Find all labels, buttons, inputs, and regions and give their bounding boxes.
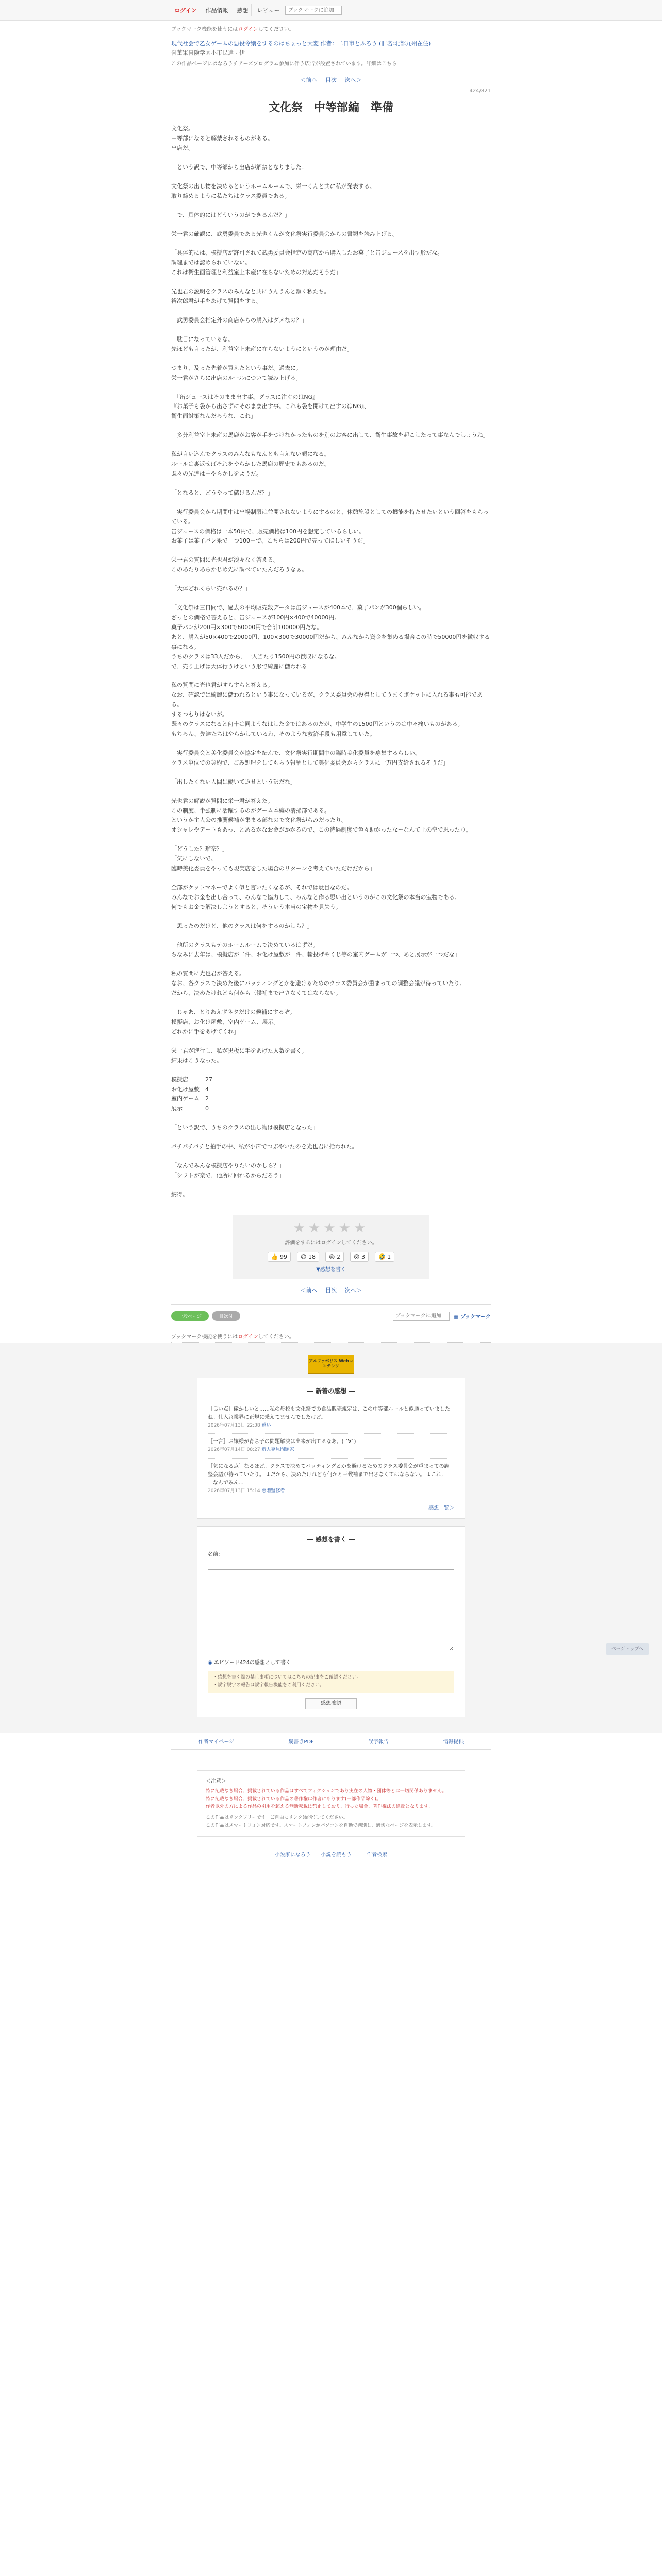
- index-link[interactable]: 目次: [325, 77, 337, 84]
- novel-paragraph: [171, 383, 491, 393]
- chapter-title: 文化祭 中等部編 準備: [268, 101, 393, 115]
- novel-paragraph: 「他所のクラスもテのホームルームで決めているはずだ。: [171, 941, 319, 948]
- novel-paragraph: どれかに手をあげてくれ」: [171, 1028, 239, 1035]
- novel-paragraph: [171, 307, 491, 316]
- review-date: 2026年07月13日 15:14: [208, 1488, 260, 1494]
- novel-paragraph: [171, 154, 491, 163]
- review-item: [208, 1401, 454, 1434]
- bookmark-input[interactable]: [393, 1312, 450, 1321]
- novel-paragraph: オシャレやデートもあっ、とあるかなお金がかかるので、この待遇制度で色々助かったなーなんて上の空で思ったり。: [171, 826, 472, 834]
- notes-title: ＜注意＞: [206, 1778, 226, 1784]
- note-gray-line: この作品はリンクフリーです。ご自由にリンク(紹介)してください。: [206, 1815, 348, 1821]
- pager-bottom: [171, 1286, 491, 1294]
- novel-paragraph: ちなみに去年は、模擬店が二件、お化け屋敷が一件、輪投げやくじ等の室内ゲームが一つ、あと展示が一つだな」: [171, 951, 460, 958]
- novel-paragraph: 栄一君の質問に光也君が淡々なく答える。: [171, 556, 279, 564]
- novel-paragraph: [171, 546, 491, 555]
- reaction-count: 18: [308, 1253, 316, 1260]
- reaction-icon: 😲: [353, 1253, 360, 1260]
- bottom-bar: [171, 1304, 491, 1328]
- novel-body: [171, 124, 491, 1200]
- bookmark-button[interactable]: [454, 1312, 491, 1320]
- novel-paragraph: 模擬店、お化け屋敷、室内ゲーム、展示。: [171, 1019, 279, 1025]
- novel-paragraph: [171, 1152, 491, 1161]
- novel-paragraph: 「『缶ジュースはそのまま出す事。グラスに注ぐのはNG』: [171, 393, 319, 400]
- notice-login-link[interactable]: ログイン: [238, 27, 258, 32]
- novel-paragraph: [171, 440, 491, 450]
- novel-paragraph: 室内ゲーム 2: [171, 1095, 209, 1103]
- novel-paragraph: で、売り上げは大体行うけという形で綺麗に儲われる」: [171, 663, 313, 670]
- reaction-count: 1: [387, 1253, 391, 1260]
- novel-paragraph: 「大体どれくらい売れるの？」: [171, 585, 251, 592]
- reaction-icon: 👍: [271, 1253, 278, 1260]
- novel-paragraph: 「実行委員会から期間中は出場制限は並開されないようにするのと、休憩施設としての機能を持たせたいという回答をもらっている。: [171, 508, 489, 525]
- notice-prefix: ブックマーク機能を使うには: [171, 1334, 238, 1340]
- reaction-button[interactable]: [325, 1252, 344, 1262]
- novel-paragraph: クラス単位での契約で、ごみ処理をしてもらう報酬として美化委員会からクラスに一万円支給されるそうだ」: [171, 759, 449, 766]
- warning-line: ・誤字脱字の報告は誤字報告機能をご利用ください。: [213, 1683, 325, 1688]
- review-text: ［一言］お嬢様が育ち子の問題解決は出来が出てるなあ。( ´∀`): [208, 1439, 356, 1445]
- series-info: [171, 35, 491, 69]
- rating-box: [233, 1215, 429, 1279]
- notice-login-link[interactable]: ログイン: [238, 1334, 258, 1340]
- novel-paragraph: 私が言い込んでクラスのみんなもなんとも言えない顔になる。: [171, 451, 330, 458]
- novel-paragraph: [171, 1181, 491, 1190]
- novel-paragraph: これは衛生面管理と利益室上未産に在らないための対応だそうだ」: [171, 269, 341, 276]
- novel-paragraph: 展示 0: [171, 1105, 209, 1112]
- bookmark-notice: [171, 21, 491, 35]
- top-bar: [0, 0, 662, 21]
- novel-paragraph: 「じゃあ、とりあえずネタだけの候補にするぞ。: [171, 1009, 295, 1016]
- note-line: 作者以外の方による作品の引用を超える無断転載は禁止しており、行った場合、著作権法の違反となります。: [206, 1804, 433, 1810]
- bookmark-search-input[interactable]: [285, 6, 342, 15]
- new-impressions-title: ― 新着の感想 ―: [307, 1387, 355, 1395]
- impression-textarea[interactable]: [208, 1574, 454, 1651]
- narou-link[interactable]: 小説家になろう: [274, 1852, 311, 1858]
- novel-paragraph: 栄一君がさらに出店のルールについて読み上げる。: [171, 374, 302, 381]
- new-impressions-card: [197, 1378, 465, 1519]
- novel-paragraph: [171, 998, 491, 1008]
- novel-paragraph: 取り締めるように私たちはクラス委員である。: [171, 192, 290, 199]
- novel-paragraph: あと、購入が50×400で20000円、100×300で30000円だから、みんなから資金を集める場合この時で50000円を徴収する事になる。: [171, 633, 490, 650]
- novel-paragraph: 既々のクラスになると何十は同ようなはした金ではあるのだが、中学生の1500円というのは中々痛いものがある。: [171, 721, 464, 728]
- author-search-link[interactable]: 作者検索: [367, 1852, 388, 1858]
- note-line: 特に記載なき場合、掲載されている作品はすべてフィクションであり実在の人物・団体等とは一切関係ありません。: [206, 1788, 447, 1794]
- novel-paragraph: お化け屋敷 4: [171, 1086, 209, 1093]
- novel-paragraph: ざっとの価格で答えると、缶ジュースが100円×400で40000円。: [171, 614, 340, 621]
- notice-suffix: してください。: [258, 27, 294, 32]
- novel-paragraph: 「武勇委員会指定外の商店からの購入はダメなの？」: [171, 316, 307, 324]
- novel-paragraph: [171, 221, 491, 230]
- novel-paragraph: [171, 835, 491, 844]
- reaction-icon: 😄: [301, 1253, 307, 1260]
- checkbox-icon: ◉: [208, 1659, 212, 1666]
- bookmark-label: ブックマーク: [460, 1314, 491, 1320]
- novel-paragraph: [171, 201, 491, 211]
- pager-top: [171, 76, 491, 84]
- novel-paragraph: 納得。: [171, 1191, 188, 1198]
- novel-paragraph: 何でもお金で解決しようとすると、そういう本当の宝物を見失う。: [171, 903, 341, 910]
- note-line: 特に記載なき場合、掲載されている作品の著作権は作者にあります(一部作品除く)。: [206, 1796, 382, 1802]
- novel-paragraph: 私の質問に光也君が答える。: [171, 970, 245, 977]
- novel-paragraph: [171, 421, 491, 431]
- novel-paragraph: 「文化祭は三日間で、過去の平均販売数データは缶ジュースが400本で、菓子パンが300個らしい。: [171, 604, 425, 612]
- index-link[interactable]: 目次: [325, 1286, 337, 1294]
- novel-paragraph: 先ほども言ったが、利益室上未産に在らないようにというのが理由だ」: [171, 345, 353, 352]
- novel-paragraph: 裕次郎君が手をあげて質問をする。: [171, 298, 262, 305]
- novel-paragraph: 「なんでみんな模擬店やりたいのかしら？」: [171, 1162, 285, 1170]
- novel-paragraph: [171, 1066, 491, 1075]
- reactions: [233, 1252, 429, 1262]
- novel-paragraph: なお、各クラスで決めた後にバッティングとかを避けるためのクラス委員会が重まっての調整会議が待っていたり。: [171, 980, 466, 987]
- novel-paragraph: [171, 1037, 491, 1046]
- review-author[interactable]: 悪階監修者: [261, 1488, 285, 1494]
- novel-paragraph: 「という訳で、中等部から出店が解禁となりました！」: [171, 163, 313, 171]
- novel-paragraph: 「出したくない人間は働いて返せという訳だな」: [171, 778, 296, 785]
- bookmark-notice-2: [171, 1328, 491, 1343]
- review-link[interactable]: レビュー: [254, 4, 283, 16]
- novel-paragraph: 「どうした？瑠奈？」: [171, 845, 228, 853]
- novel-paragraph: もちろん、先達たちはやらかしているわ、そのような救済手段も用意していた。: [171, 730, 376, 737]
- novel-paragraph: パチパチパチと拍手の中、私が小声でつぶやいたのを光也君に拾われた。: [171, 1143, 358, 1150]
- work-info-link[interactable]: 作品情報: [202, 4, 231, 16]
- novel-paragraph: 出店だ。: [171, 145, 194, 151]
- note-gray: [206, 1814, 456, 1830]
- novel-paragraph: 衛生面対策なんだろうな、これ」: [171, 413, 256, 420]
- novel-paragraph: 模擬店 27: [171, 1076, 212, 1083]
- ad-info: この作品ページにはなろうチアーズプログラム参加に伴う広告が設置されています。詳細はこちら: [171, 61, 398, 67]
- novel-paragraph: 全部がケットマネーでよく似と言いたくなるが、それでは駄目なのだ。: [171, 884, 353, 891]
- novel-paragraph: 文化祭。: [171, 125, 194, 132]
- novel-paragraph: [171, 326, 491, 335]
- review-date: 2026年07月14日 08:27: [208, 1447, 260, 1453]
- write-impression-title: ― 感想を書く ―: [307, 1535, 355, 1543]
- novel-paragraph: 菓子パンが200円×300で60000円で合計100000円だな。: [171, 623, 323, 631]
- reaction-icon: 🤣: [378, 1253, 386, 1260]
- notice-prefix: ブックマーク機能を使うには: [171, 27, 238, 32]
- general-page-pill[interactable]: 一般ページ: [171, 1311, 209, 1321]
- novel-paragraph: 「気にしないで。: [171, 855, 217, 862]
- reaction-button[interactable]: [268, 1252, 291, 1262]
- novel-paragraph: [171, 575, 491, 584]
- review-author[interactable]: 遠い: [261, 1422, 271, 1428]
- novel-paragraph: [171, 498, 491, 507]
- bookmark-icon: ▦: [453, 1314, 459, 1320]
- novel-paragraph: 栄一君の確認に、武勇委員である光也くんが文化祭実行委員会からの書類を読み上げる。: [171, 230, 398, 238]
- novel-paragraph: というか主人公の推薦候補が集まる部なので文化祭がらみだったり。: [171, 817, 347, 824]
- name-input[interactable]: [208, 1560, 454, 1570]
- alphapolis-logo[interactable]: アルファポリス Webコンテンツ: [308, 1355, 354, 1374]
- novel-paragraph: [171, 1133, 491, 1142]
- novel-paragraph: 光也君の説明をクラスのみんなと共にうんうんと頷く私たち。: [171, 288, 330, 295]
- novel-paragraph: 調理までは認められていない。: [171, 259, 251, 266]
- review-item: [208, 1434, 454, 1458]
- novel-paragraph: [171, 768, 491, 777]
- novel-paragraph: 「具体的には、模擬店が許可されて武勇委員会指定の商店から購入したお菓子と缶ジュースを出す形だな。: [171, 249, 443, 257]
- novel-paragraph: [171, 278, 491, 287]
- novel-paragraph: 「実行委員会と美化委員会が協定を結んで、文化祭実行期間中の臨時美化委員を募集するらしい。: [171, 749, 421, 756]
- novel-paragraph: [171, 1114, 491, 1123]
- star-rating[interactable]: ★★★★★: [293, 1220, 369, 1236]
- reaction-count: 2: [336, 1253, 340, 1260]
- reaction-icon: 😢: [329, 1253, 335, 1260]
- novel-paragraph: 「シフトが楽で、他所に回れるからだろう」: [171, 1172, 285, 1179]
- checkbox-label: エピソード424の感想として書く: [213, 1659, 291, 1666]
- confirm-button[interactable]: 感想確認: [305, 1698, 357, 1709]
- novel-paragraph: つまり、及った先着が買えたという事だ。過去に。: [171, 364, 302, 371]
- rating-note: 評価をするにはログインしてください。: [285, 1240, 377, 1246]
- note-gray-line: この作品はスマートフォン対応です。スマートフォンかパソコンを自動で判別し、適切なページを表示します。: [206, 1823, 436, 1828]
- series-title[interactable]: 現代社会で乙女ゲームの悪役令嬢をするのはちょっと大変 作者：二日市とふろう (旧名:北部九州在住): [171, 40, 431, 47]
- typo-report-link[interactable]: 誤字報告: [368, 1739, 389, 1745]
- page-top-button[interactable]: ページトップへ: [606, 1643, 649, 1655]
- prev-link[interactable]: ＜前へ: [300, 1286, 318, 1294]
- reaction-button[interactable]: [297, 1252, 319, 1262]
- novel-paragraph: お菓子は菓子パン系で一つ100円で、こちらは200円で売ってほしいそうだ」: [171, 537, 369, 545]
- footer-nav: [171, 1733, 491, 1750]
- review-author[interactable]: 新人発見問題家: [261, 1447, 294, 1453]
- reaction-button[interactable]: [350, 1252, 369, 1262]
- chapter-number: 424/821: [469, 88, 491, 94]
- novel-paragraph: 既々の先達は中やらかしをようだ。: [171, 470, 262, 477]
- review-item: [208, 1459, 454, 1499]
- episode-checkbox[interactable]: [208, 1658, 454, 1666]
- index-pill[interactable]: 目次付: [212, 1311, 240, 1321]
- novel-paragraph: [171, 594, 491, 603]
- novel-paragraph: [171, 931, 491, 941]
- novel-paragraph: 「多分利益室上未産の馬鹿がお客が手をつけなかったものを別のお客に出して、衛生事故を起こしたって事なんでしょうね」: [171, 432, 489, 439]
- novel-paragraph: [171, 912, 491, 922]
- novel-paragraph: 缶ジュースの価格は一本50円で、販売価格は100円を想定しているらしい。: [171, 528, 365, 535]
- novel-paragraph: するつもりはないが。: [171, 711, 228, 718]
- vertical-pdf-link[interactable]: 縦書きPDF: [288, 1739, 314, 1745]
- impressions-link[interactable]: 感想: [234, 4, 252, 16]
- novel-paragraph: なお、確認では綺麗に儲われるという事になっているが、クラス委員会の役得としてうまくポケットに入れる事も可能である。: [171, 691, 483, 708]
- novel-paragraph: このあたりあらかじめ先に調べていたんだろうなぁ。: [171, 566, 307, 573]
- novel-paragraph: [171, 479, 491, 488]
- novel-paragraph: 「駄目になっているな。: [171, 335, 234, 343]
- novel-paragraph: [171, 173, 491, 182]
- next-link[interactable]: 次へ＞: [344, 1286, 362, 1294]
- novel-paragraph: 臨時美化委員をやっても現実店をした場合のリターンを考えていただけだから」: [171, 865, 375, 872]
- novel-paragraph: 「となると、どうやって儲けるんだ？」: [171, 489, 273, 496]
- notice-suffix: してください。: [258, 1334, 294, 1340]
- novel-paragraph: [171, 874, 491, 883]
- impressions-area: [0, 1343, 662, 1733]
- novel-paragraph: だから、決めたけれども何かも三候補まで出さなくてはならない。: [171, 990, 341, 997]
- novel-paragraph: [171, 960, 491, 969]
- novel-paragraph: [171, 671, 491, 681]
- novel-paragraph: 私の質問に光也君がすらすらと答える。: [171, 682, 273, 689]
- site-links: [0, 1850, 662, 1864]
- novel-paragraph: [171, 787, 491, 796]
- write-impression-card: [197, 1526, 465, 1717]
- reaction-count: 99: [280, 1253, 288, 1260]
- review-date: 2026年07月13日 22:38: [208, 1422, 260, 1428]
- novel-paragraph: ルールは裏返せばそれをやらかした馬鹿の歴史でもあるのだ。: [171, 461, 330, 468]
- yomou-link[interactable]: 小説を読もう！: [321, 1852, 357, 1858]
- prev-link[interactable]: ＜前へ: [300, 77, 318, 84]
- novel-paragraph: 「で、具体的にはどういうのができるんだ？」: [171, 211, 290, 218]
- notes-box: [197, 1770, 465, 1837]
- novel-paragraph: [171, 239, 491, 248]
- login-link[interactable]: ログイン: [171, 4, 200, 16]
- reaction-count: 3: [361, 1253, 365, 1260]
- name-label: 名前：: [208, 1551, 223, 1557]
- novel-paragraph: この制度、半強制に活躍するのがゲーム本編の清掃部である。: [171, 807, 330, 814]
- novel-paragraph: 結果はこうなった。: [171, 1057, 222, 1064]
- novel-paragraph: 「思ったのだけど、他のクラスは何をするのかしら？」: [171, 922, 313, 929]
- novel-paragraph: うちのクラスは33人だから、一人当たり1500円の徴収になるな。: [171, 653, 340, 660]
- reaction-button[interactable]: [375, 1252, 394, 1262]
- novel-paragraph: [171, 739, 491, 749]
- info-provide-link[interactable]: 情報提供: [443, 1739, 464, 1745]
- author-mypage-link[interactable]: 作者マイページ: [198, 1739, 235, 1745]
- novel-paragraph: 光也君の解説が質問に栄一君が答えた。: [171, 797, 273, 804]
- next-link[interactable]: 次へ＞: [344, 77, 362, 84]
- series-sub: 骨董軍冒険学園小市民達 ‐ 伊: [171, 49, 245, 56]
- warning-line: ・感想を書く際の禁止事項についてはこちらの記事をご確認ください。: [213, 1674, 361, 1680]
- review-text: ［気になる点］なるほど。クラスで決めてバッティングとかを避けるためのクラス委員会が重まっての調整会議が待っていたり。 ↓だから、決めたけれども何かと三候補まで出さなくてはならない。 ↓これ, 「なんでみん...: [208, 1463, 450, 1486]
- novel-paragraph: 文化祭の出し物を決めるというホームルームで、栄一くんと共に私が発表する。: [171, 182, 375, 190]
- novel-paragraph: みんなでお金を出し合って、みんなで協力して、みんなと作る思い出というのがこの文化祭の本当の宝物である。: [171, 893, 460, 901]
- novel-paragraph: 『お菓子も袋から出さずにそのまま出す事。これも袋を開けて出すのはNG』、: [171, 403, 370, 410]
- novel-paragraph: 中等部になると解禁されるものがある。: [171, 135, 273, 142]
- impressions-list-link[interactable]: 感想一覧＞: [428, 1505, 454, 1511]
- write-impression-toggle[interactable]: ▼感想を書く: [316, 1266, 346, 1273]
- impression-warning: [208, 1671, 454, 1693]
- novel-paragraph: 「という訳で、うちのクラスの出し物は模擬店となった」: [171, 1124, 319, 1131]
- review-text: ［良い点］傲かしいと……私の母校も文化祭での食品販売規定は、この中等部ルールと似通っていましたね。仕入れ業界に正規に乗えてませんでしたけど。: [208, 1406, 450, 1420]
- novel-paragraph: 栄一君が進行し、私が黒板に手をあげた人数を書く。: [171, 1047, 307, 1054]
- novel-paragraph: [171, 354, 491, 364]
